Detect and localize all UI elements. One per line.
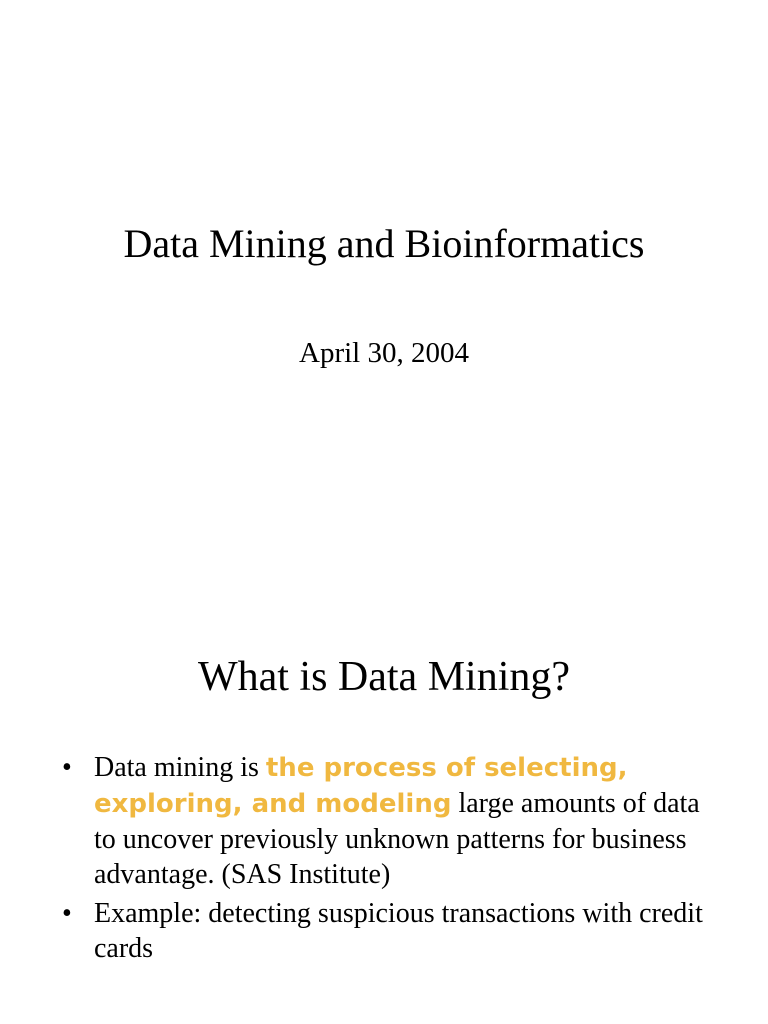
presentation-date: April 30, 2004 [299, 337, 469, 369]
bullet-list [62, 750, 712, 970]
slide-what-is-data-mining [0, 512, 768, 1024]
highlighted-phrase: the process of selecting, exploring, and modeling [94, 753, 628, 819]
bullet-icon: • [62, 752, 72, 783]
bullet-icon: • [62, 898, 72, 929]
presentation-title: Data Mining and Bioinformatics [123, 221, 645, 266]
slide-heading: What is Data Mining? [197, 654, 571, 700]
bullet-text-after: large amounts of data to uncover previously unknown patterns for business advantage. (SAS Institute) [94, 788, 700, 890]
bullet-item-definition [62, 750, 712, 892]
bullet-text-before: Data mining is [94, 752, 266, 783]
bullet-text: Example: detecting suspicious transactions with credit cards [94, 898, 703, 964]
bullet-item-example [62, 896, 712, 966]
